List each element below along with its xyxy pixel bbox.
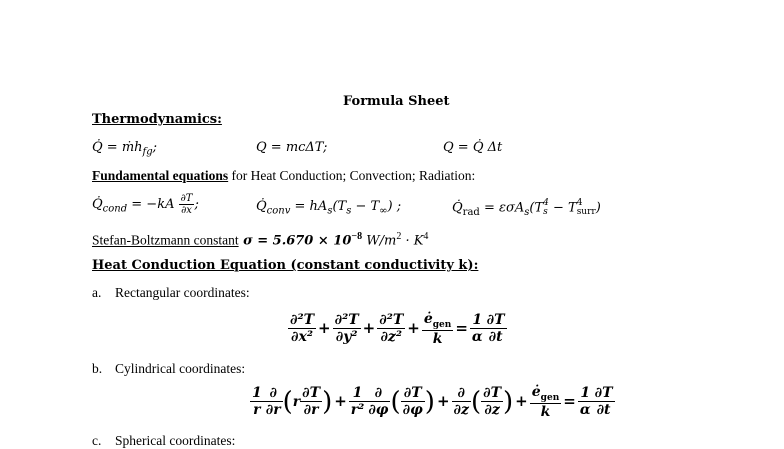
cyl-b1d: r²: [350, 402, 365, 419]
cyl-equals: =: [563, 391, 576, 410]
cyl-c1n: ∂: [452, 385, 471, 402]
rad-ts-sup: 4: [543, 198, 549, 208]
rad-equation: [452, 199, 601, 218]
cond-den: ∂x: [181, 205, 192, 216]
cyl-a1d: r: [253, 402, 261, 419]
cyl-c1d: ∂z: [453, 402, 469, 419]
item-a-text: Rectangular coordinates:: [115, 285, 250, 300]
rad-ts-sub: s: [543, 207, 548, 217]
rect-equals: =: [455, 318, 468, 337]
rad-sub: rad: [462, 207, 480, 219]
stefan-label: Stefan-Boltzmann constant: [92, 232, 239, 248]
cyl-a3: r: [292, 393, 301, 410]
rect-t1n: ∂²T: [290, 312, 315, 329]
cyl-b1n: 1: [349, 385, 367, 402]
rad-tsurr-sup: 4: [576, 198, 583, 208]
conv-sub: conv: [266, 205, 291, 217]
cyl-e1d: α: [579, 402, 591, 419]
conv-rest2: − T: [351, 199, 380, 214]
cyl-a1n: 1: [252, 385, 262, 402]
thermo-eq3: Q = Q̇ Δt: [443, 140, 503, 155]
rad-tsurr-sub: surr: [576, 207, 596, 217]
rect-term3: [377, 312, 405, 345]
conv-rhs: = hA: [290, 199, 328, 214]
stefan-line: [92, 231, 428, 249]
cyl-a4: [300, 385, 322, 418]
cyl-b2n: ∂: [366, 385, 390, 402]
hce-heading: Heat Conduction Equation (constant conductivity k):: [92, 258, 479, 273]
cyl-d1n: ė: [531, 384, 541, 400]
conv-lhs: Q̇: [256, 199, 267, 214]
rect-equation: $\frac{\text{∂²T}}{\text{∂x²}}$ + $\frac{\text{∂²T}}{\text{∂y²}}$ + $\frac{\text{∂²T}}{\text{∂z²}}$ + $\frac{ė_{gen}}{k}$ = $\frac{1}{\alpha}$ $\frac{\partial T}{\partial t}$: [290, 311, 505, 347]
cond-fraction: [179, 193, 195, 216]
stefan-units: W/m: [362, 233, 397, 249]
cyl-b2d: ∂φ: [368, 402, 389, 419]
thermo-eq1-main: Q̇ = ṁh: [92, 140, 143, 155]
conv-s2: s: [346, 205, 352, 217]
item-a-label: a.: [92, 285, 102, 300]
rect-t3d: ∂z²: [380, 329, 403, 346]
cond-mid: = −kA: [127, 197, 179, 212]
rad-s: s: [524, 207, 530, 219]
cyl-e2n: ∂T: [594, 385, 613, 402]
thermo-eq2: Q = mcΔT;: [256, 140, 328, 155]
rect-t2n: ∂²T: [334, 312, 359, 329]
page-title: Formula Sheet: [343, 94, 450, 109]
rect-t6d: ∂t: [488, 329, 503, 346]
cyl-b2: [366, 385, 390, 418]
thermo-eq1-tail: ;: [152, 140, 158, 155]
cyl-a4d: ∂r: [303, 402, 319, 419]
rect-term1: [288, 312, 316, 345]
cond-num: ∂T: [180, 193, 193, 204]
conv-inf: ∞: [379, 205, 388, 217]
stefan-units-exp: 2: [396, 231, 402, 242]
conv-s: s: [327, 205, 333, 217]
rect-term2: [333, 312, 361, 345]
cyl-equation: $\frac{1}{r}$ $\frac{\partial}{\partial r}$ (r $\frac{\partial T}{\partial r}$ ) + $\frac{1}{\text{r²}}$ $\frac{\partial}{\partial\varphi}$ ( $\frac{\partial T}{\partial\varphi}$ ) + $\frac{\partial}{\partial z}$ ( $\frac{\partial T}{\partial z}$ ) + $\frac{ė_{gen}}{k}$ = $\frac{1}{\alpha}$ $\frac{\partial T}{\partial t}$: [252, 384, 613, 420]
cyl-c2d: ∂z: [484, 402, 500, 419]
cyl-b3d: ∂φ: [402, 402, 423, 419]
fundamental-line: [92, 168, 475, 184]
stefan-value: σ = 5.670 × 10: [238, 233, 352, 249]
rect-t4n: ė: [423, 311, 433, 327]
cyl-d1d: k: [540, 403, 551, 420]
rect-t2d: ∂y²: [335, 329, 358, 346]
rad-tsurr-scripts: [577, 199, 596, 217]
cond-lhs: Q̇: [92, 197, 103, 212]
conv-rest: (T: [332, 199, 347, 214]
rad-lhs: Q̇: [452, 200, 463, 216]
cyl-c2n: ∂T: [483, 385, 502, 402]
cyl-a2: [264, 385, 283, 418]
cyl-b3: [401, 385, 425, 418]
conv-tail: ) ;: [387, 199, 402, 214]
cyl-c2: [481, 385, 503, 418]
fundamental-heading: Fundamental equations: [92, 168, 229, 183]
rad-tail: ): [595, 200, 601, 216]
rect-t5d: α: [471, 329, 483, 346]
rect-term6: [485, 312, 507, 345]
item-b-label: b.: [92, 361, 103, 376]
cyl-a1: [250, 385, 264, 418]
conv-equation: [256, 199, 401, 217]
cyl-d1: [530, 384, 561, 420]
stefan-units-tail: · K: [401, 233, 424, 249]
cyl-b1: [349, 385, 367, 418]
rect-term4: [422, 311, 453, 347]
rect-t6n: ∂T: [486, 312, 505, 329]
cyl-a2d: ∂r: [265, 402, 281, 419]
rad-rest: (T: [529, 200, 544, 216]
thermo-heading: Thermodynamics:: [92, 112, 222, 127]
item-c-text: Spherical coordinates:: [115, 433, 236, 448]
cyl-b3n: ∂T: [401, 385, 425, 402]
cyl-a2n: ∂: [264, 385, 283, 402]
rad-mid: − T: [548, 200, 577, 216]
rect-t1d: ∂x²: [291, 329, 313, 346]
stefan-k-exp: 4: [423, 231, 429, 242]
rect-t3n: ∂²T: [379, 312, 404, 329]
item-c-label: c.: [92, 433, 102, 448]
rect-t5n: 1: [470, 312, 485, 329]
cond-equation: [92, 193, 199, 216]
cond-sub: cond: [102, 203, 128, 215]
rad-rhs: = εσA: [479, 200, 525, 216]
cyl-e1: [578, 385, 593, 418]
cyl-a4n: ∂T: [302, 385, 321, 402]
rect-t4n-sub: gen: [432, 319, 452, 330]
cyl-c1: [452, 385, 471, 418]
cyl-e2: [593, 385, 615, 418]
stefan-exp: −8: [351, 231, 363, 242]
thermo-eq1: [92, 140, 157, 158]
cyl-e1n: 1: [578, 385, 593, 402]
thermo-eq1-sub: fg: [142, 146, 153, 158]
rect-term5: [470, 312, 485, 345]
cond-tail: ;: [194, 197, 199, 212]
rect-t4d: k: [432, 330, 443, 347]
cyl-e2d: ∂t: [596, 402, 611, 419]
cyl-d1n-sub: gen: [540, 392, 560, 403]
fundamental-rest: for Heat Conduction; Convection; Radiation:: [228, 168, 476, 183]
item-b-text: Cylindrical coordinates:: [115, 361, 246, 376]
